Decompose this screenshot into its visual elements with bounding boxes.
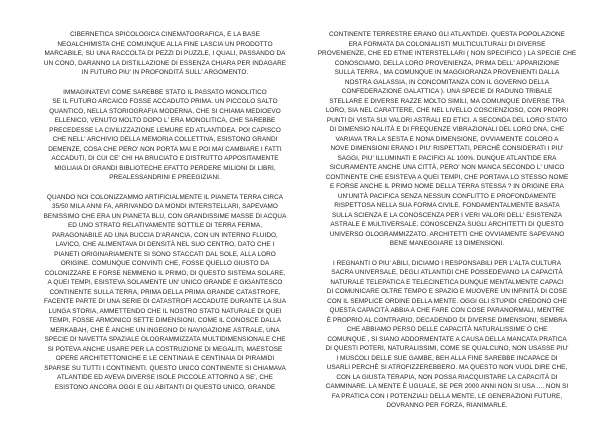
right-text-column: [312, 30, 582, 421]
left-paragraph-1: CIBERNETICA SPICOLOGICA CINEMATOGRAFICA, E LA BASE NEOALCHIMISTA CHE COMUNQUE ALLA FINE LASCIA UN PRODOTTO MARCABILE, SU UNA RACCOLTA DI PEZZI DI PUZZLE, I QUALI, PASSANDO DA UN CONO, DARANNO LA DISTILLAZIONE DI ESSENZA CHIARA PER INDAGARE IN FUTURO PIU' IN PROFONDITÀ SULL' ARGOMENTO.: [43, 31, 287, 76]
right-paragraph-2: I REGNANTI O PIU' ABILI, DICIAMO I RESPONSABILI PER L'ALTA CULTURA SACRA UNIVERSALE, DEGLI ATLANTIDI CHE POSSEDEVANO LA CAPACITÀ NATURALE TELEPATICA E TELECINETICA DUNQUE MENTALMENTE CAPACI DI COMUNICARE OLTRE TEMPO E SPAZIO E MUOVERE UN INFINITÀ DI COSE CON IL SEMPLICE ORDINE DELLA MENTE. OGGI GLI STUPIDI CREDONO CHE QUESTA CAPACITÀ ABBIA A CHE FARE CON COSE PARANORMALI, MENTRE È PROPRIO AL CONTRARIO, DECADENDO DI DIVERSE DIMENSIONI, SEMBRA CHE ABBIAMO PERSO DELLE CAPACITÀ NATURALISSIME O CHE COMUNQUE , SI SIANO ADDORMENTATE A CAUSA DELLA MANCATA PRATICA DI QUESTI POTERI, NATURALISSIMI, COME SE QUALCUNO, NON USASSE PIU' I MUSCOLI DELLE SUE GAMBE, BEH ALLA FINE SAREBBE INCAPACE DI USARLI PERCHÈ SI ATROFIZZEREBBERO. MA QUESTO NON VUOL DIRE CHE, CON LA GIUSTA TERAPIA, NON POSSA RIACQUISTARE LA CAPACITÀ DI CAMMINARE. LA MENTE È UGUALE, SE PER 2000 ANNI NON SI USA .... NON SI FA PRATICA CON I POTENZIALI DELLA MENTE, LE GENERAZIONI FUTURE, DOVRANNO PER FORZA, RIANIMARLE.: [325, 259, 569, 409]
left-paragraph-3: QUANDO NOI COLONIZZAMMO ARTIFICIALMENTE IL PIANETA TERRA CIRCA 35/50 MILA ANNI FA, ARRIVANDO DA MONDI INTERSTELLARI, SAPEVAMO BENISSIMO CHE ERA UN PIANETA BLU, CON GRANDISSIME MASSE DI ACQUA ED UNO STRATO RELATIVAMENTE SOTTILE DI TERRA FERMA, PARAGONABILE AD UNA BUCCIA D'ARANCIA, CON UN INTERNO FLUIDO, LAVICO, CHE ALIMENTAVA DI DENSITÀ NEL SUO CENTRO, DATO CHE I PIANETI ORIGINARIAMENTE SI SONO STACCATI DAL SOLE, ALLA LORO ORIGINE. COMUNQUE CONVINTI CHE, FOSSE QUELLO GIUSTO DA COLONIZZARE E FORSE NEMMENO IL PRIMO, DI QUESTO SISTEMA SOLARE, A QUEI TEMPI, ESISTEVA SOLAMENTE UN' UNICO GRANDE E GIGANTESCO CONTINENTE SULLA TERRA, PRIMA DELLA PRIMA GRANDE CATASTROFE, FACENTE PARTE DI UNA SERIE DI CATASTROFI ACCADUTE DURANTE LA SUA LUNGA STORIA, AMMETTENDO CHE IL NOSTRO STATO NATURALE DI QUEI TEMPI, FOSSE ARMONICO SETTE DIMENSIONI, COME IL CONOSCE DALLA MERKABAH, CHE È ANCHE UN INGEGNO DI NAVIGAZIONE ASTRALE, UNA SPECIE DI NAVETTA SPAZIALE OLOGRAMMIZZATA MULTIDIMENSIONALE CHE SI POTEVA ANCHE USARE PER LA COSTRUZIONE DI MEGALITI, MAESTOSE OPERE ARCHITETTONICHE E LE CENTINAIA E CENTINAIA DI PIRAMIDI SPARSE SU TUTTI I CONTINENTI. QUESTO UNICO CONTINENTE SI CHIAMAVA ATLANTIDE ED AVEVA DIVERSE ISOLE PICCOLE ATTORNO A SE', CHE ESISTONO ANCORA OGGI E GLI ABITANTI DI QUESTO UNICO, GRANDE: [43, 193, 287, 391]
left-paragraph-2: IMMAGINATEVI COME SAREBBE STATO IL PASSATO MONOLITICO SE IL FUTURO ARCAICO FOSSE ACCADUTO PRIMA. UN PICCOLO SALTO QUANTICO, NELLA STORIOGRAFIA MODERNA, CHE SI CHIAMA MEDIOEVO ELLENICO, VENUTO MOLTO DOPO L' ERA MONOLITICA, CHE SAREBBE PRECEDESSE LA CIVILIZZAZIONE LEMURE ED ATLANTIDEA. POI CAPISCO CHE NELL' ARCHIVIO DELLA MEMORIA COLLETTIVA, ESISTONO GRANDI DEMENZE, COSA CHE PERO' NON PORTA MAI E POI MAI CAMBIARE I FATTI ACCADUTI, DI CUI CE' CHI HA BRUCIATO E DISTRUTTO APPOSITAMENTE MIGLIAIA DI GRANDI BIBLIOTECHE EFATTO PERDERE MILIONI DI LIBRI, PREALESSANDRINI E PREEGIZIANI.: [48, 88, 282, 181]
right-paragraph-1: CONTINENTE TERRESTRE ERANO GLI ATLANTIDEI. QUESTA POPOLAZIONE ERA FORMATA DA COLONIALISTI MULTICULTURALI DI DIVERSE PROVENIENZE, CHE ED ETNIE INTERSTELLARI ( NON SPECIFICO ) LA SPECIE CHE CONOSCIAMO, DELLA LORO PROVENIENZA, PRIMA DELL' APPARIZIONE SULLA TERRA , MA COMUNQUE IN MAGGIORANZA PROVENIENTI DALLA NOSTRA GALASSIA, IN CONCOMITANZA CON IL GOVERNO DELLA CONFEDERAZIONE GALATTICA ). UNA SPECIE DI RADUNO TRIBALE STELLARE E DIVERSE RAZZE MOLTO SIMILI, MA COMUNQUE DIVERSE TRA LORO, SIA NEL CARATTERE, CHE NEL LIVELLO COSCIENZIOSO, CON PROPRI PUNTI DI VISTA SUI VALORI ASTRALI ED ETICI. A SECONDA DEL LORO STATO DI DIMENSIO NALITÀ E DI FREQUENZE VIBRAZIONALI DEL LORO DNA, CHE VARIAVA TRA LA SESTA E NONA DIMENSIONE, OVVIAMENTE COLORO A NOVE DIMENSIONI ERANO I PIU' RISPETTATI, PERCHÈ CONSIDERATI I PIU' SAGGI, PIU' ILLUMINATI E PACIFICI AL 100%. DUNQUE ATLANTIDE ERA SICURAMENTE ANCHE UNA CITTÀ, PERO' NON MANCA SECONDO L' UNICO CONTINENTE CHE ESISTEVA A QUEI TEMPI, CHE PORTAVA LO STESSO NOME E FORSE ANCHE IL PRIMO NOME DELLA TERRA STESSA ? IN ORIGINE ERA UN'UNITÀ PACIFICA SENZA NESSUN CONFLITTO E PROFONDAMENTE RISPETTOSA NELLA SUA FORMA CIVILE. FONDAMENTALMENTE BASATA SULLA SCIENZA E LA CONOSCENZA PER I VERI VALORI DELL' ESISTENZA ASTRALE E MULTIVERSALE. CONOSCENZA SUGLI ARCHITETTI DI QUESTO UNIVERSO OLOGRAMMIZZATO. ARCHITETTI CHE OVVIAMENTE SAPEVANO BENE MANEGGIARE 13 DIMENSIONI.: [317, 31, 577, 247]
left-text-column: [30, 30, 300, 402]
